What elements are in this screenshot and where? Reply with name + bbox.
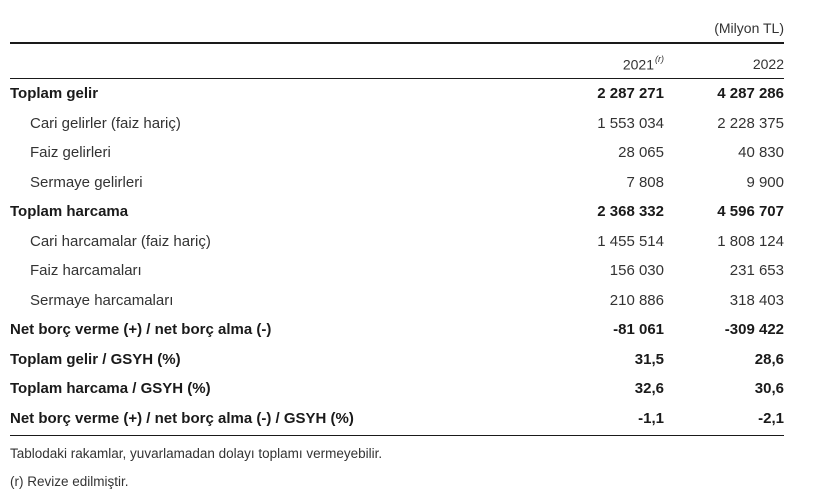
value-2022: -309 422 bbox=[724, 321, 784, 338]
bottom-rule bbox=[10, 435, 784, 436]
column-header-2021 bbox=[623, 56, 664, 73]
table-row bbox=[10, 228, 784, 257]
value-2021: -1,1 bbox=[638, 409, 664, 427]
value-2022: 9 900 bbox=[746, 173, 784, 191]
header-rule bbox=[10, 78, 784, 79]
table-row bbox=[10, 110, 784, 139]
table-row bbox=[10, 139, 784, 168]
value-2022: 231 653 bbox=[729, 262, 784, 279]
unit-label: (Milyon TL) bbox=[714, 20, 784, 36]
table-row bbox=[10, 316, 784, 345]
table-row bbox=[10, 169, 784, 198]
value-2021: 32,6 bbox=[634, 380, 664, 397]
value-2021: -81 061 bbox=[613, 321, 664, 338]
row-label: Sermaye harcamaları bbox=[30, 291, 174, 309]
value-2022: 2 228 375 bbox=[717, 114, 784, 132]
table-row bbox=[10, 375, 784, 404]
table-row bbox=[10, 287, 784, 316]
value-2021: 210 886 bbox=[609, 291, 664, 309]
value-2022: 40 830 bbox=[738, 144, 784, 161]
table-row bbox=[10, 80, 784, 109]
value-2021: 2 368 332 bbox=[597, 203, 664, 220]
table-row bbox=[10, 346, 784, 375]
row-label: Net borç verme (+) / net borç alma (-) / GSYH (%) bbox=[10, 409, 354, 427]
value-2021: 31,5 bbox=[634, 350, 664, 368]
value-2021: 7 808 bbox=[626, 173, 664, 191]
row-label: Cari gelirler (faiz hariç) bbox=[30, 114, 181, 132]
value-2022: -2,1 bbox=[758, 409, 784, 427]
row-label: Faiz gelirleri bbox=[30, 144, 111, 161]
value-2021: 1 553 034 bbox=[597, 114, 664, 132]
rounding-note: Tablodaki rakamlar, yuvarlamadan dolayı toplamı vermeyebilir. bbox=[10, 446, 383, 461]
row-label: Toplam harcama / GSYH (%) bbox=[10, 380, 211, 397]
top-rule bbox=[10, 42, 784, 44]
value-2021: 28 065 bbox=[618, 144, 664, 161]
value-2021: 1 455 514 bbox=[597, 232, 664, 250]
row-label: Net borç verme (+) / net borç alma (-) bbox=[10, 321, 272, 338]
row-label: Toplam gelir bbox=[10, 85, 99, 102]
table-row bbox=[10, 198, 784, 227]
value-2021: 2 287 271 bbox=[597, 85, 664, 102]
column-header-2021-year: 2021 bbox=[622, 56, 654, 73]
value-2022: 30,6 bbox=[754, 380, 784, 397]
value-2022: 4 596 707 bbox=[717, 203, 784, 220]
column-header-2022: 2022 bbox=[752, 56, 784, 72]
value-2022: 28,6 bbox=[754, 350, 784, 368]
row-label: Faiz harcamaları bbox=[30, 262, 142, 279]
value-2022: 1 808 124 bbox=[717, 232, 784, 250]
value-2021: 156 030 bbox=[609, 262, 664, 279]
table-row bbox=[10, 405, 784, 434]
row-label: Sermaye gelirleri bbox=[30, 173, 143, 191]
value-2022: 318 403 bbox=[729, 291, 784, 309]
row-label: Toplam gelir / GSYH (%) bbox=[10, 350, 181, 368]
row-label: Toplam harcama bbox=[10, 203, 129, 220]
row-label: Cari harcamalar (faiz hariç) bbox=[30, 232, 211, 250]
table-row bbox=[10, 257, 784, 286]
revised-note: (r) Revize edilmiştir. bbox=[10, 474, 129, 489]
revised-mark: (r) bbox=[655, 54, 664, 64]
value-2022: 4 287 286 bbox=[717, 85, 784, 102]
